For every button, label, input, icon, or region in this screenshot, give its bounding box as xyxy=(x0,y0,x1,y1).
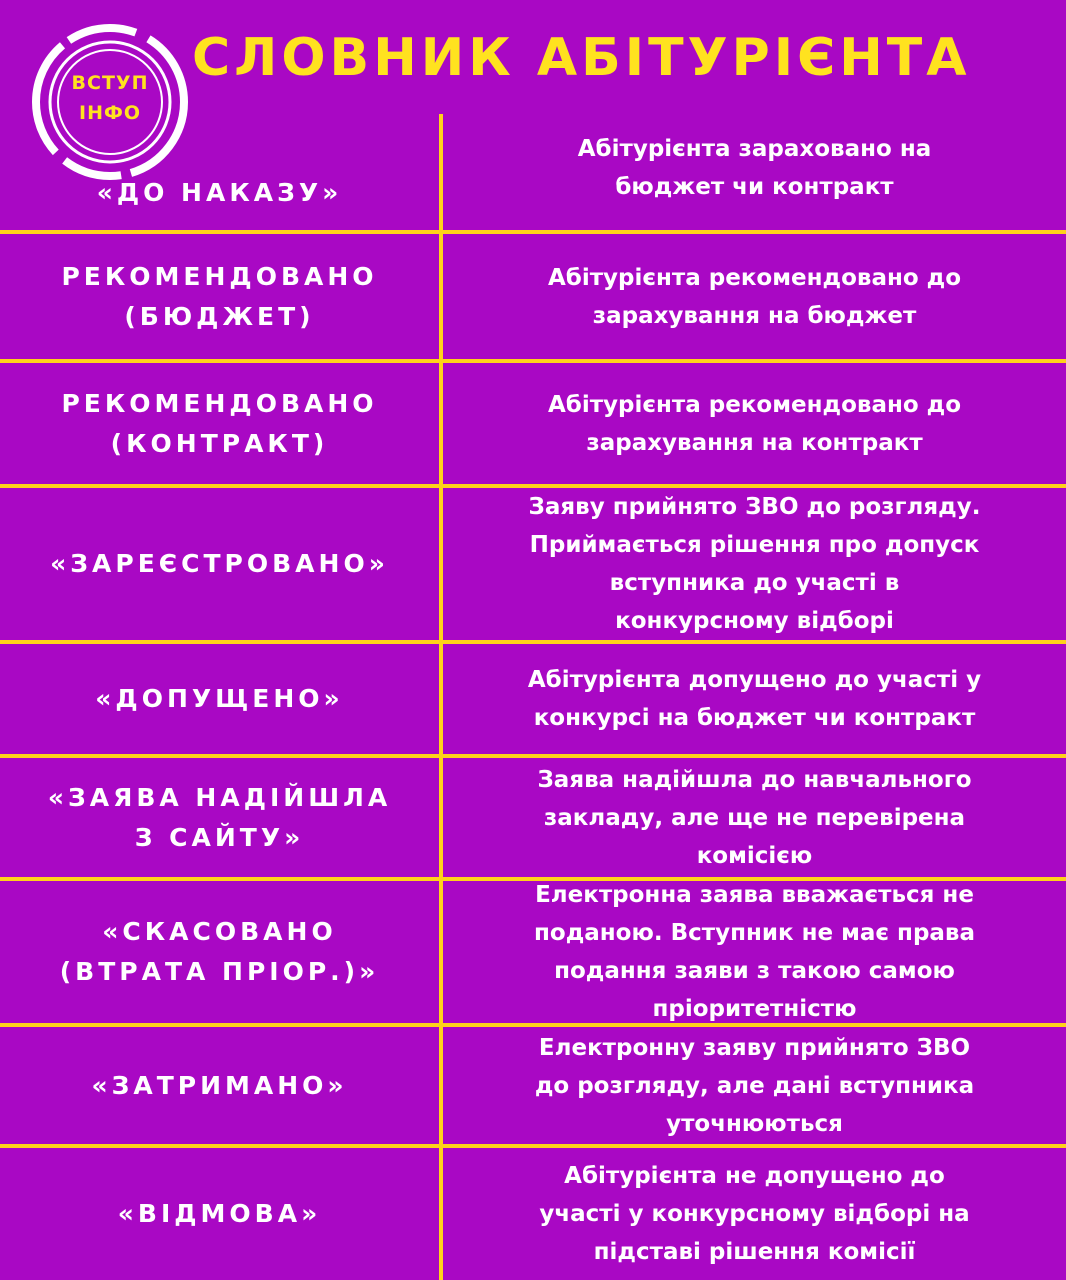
definition-cell xyxy=(443,363,1066,484)
table-row xyxy=(0,488,1066,640)
term-text: «ЗАЯВА НАДІЙШЛА З САЙТУ» xyxy=(47,782,392,852)
term-cell xyxy=(0,881,439,1023)
term-text: «ЗАТРИМАНО» xyxy=(91,1070,348,1100)
term-cell xyxy=(0,758,439,877)
definition-cell xyxy=(443,488,1066,640)
table-row xyxy=(0,1027,1066,1144)
definition-cell xyxy=(443,644,1066,754)
term-cell xyxy=(0,1148,439,1280)
term-cell xyxy=(0,234,439,359)
term-cell xyxy=(0,363,439,484)
table-row xyxy=(0,758,1066,877)
logo-line-1: ВСТУП xyxy=(71,72,149,94)
term-cell xyxy=(0,488,439,640)
term-text: «СКАСОВАНО (ВТРАТА ПРІОР.)» xyxy=(59,917,380,986)
definition-cell xyxy=(443,114,1066,230)
definition-text: Заяву прийнято ЗВО до розгляду. Приймається рішення про допуск вступника до участі в конкурсному відборі xyxy=(528,494,981,634)
table-row xyxy=(0,234,1066,359)
definition-cell xyxy=(443,881,1066,1023)
definition-cell xyxy=(443,758,1066,877)
definition-cell xyxy=(443,1148,1066,1280)
table-row xyxy=(0,363,1066,484)
definition-text: Електронна заява вважається не поданою. Вступник не має права подання заяви з такою самою пріоритетністю xyxy=(534,882,975,1022)
term-text: «ВІДМОВА» xyxy=(117,1199,322,1228)
term-text: «ДО НАКАЗУ» xyxy=(96,178,343,207)
definition-cell xyxy=(443,1027,1066,1144)
logo-line-2: ІНФО xyxy=(79,102,141,124)
definition-text: Абітурієнта допущено до участі у конкурсі на бюджет чи контракт xyxy=(527,667,982,731)
definition-text: Абітурієнта зараховано на бюджет чи контракт xyxy=(577,136,932,200)
term-cell xyxy=(0,114,439,230)
term-text: РЕКОМЕНДОВАНО (БЮДЖЕТ) xyxy=(61,261,378,331)
page-title: СЛОВНИК АБІТУРІЄНТА xyxy=(192,28,971,88)
definition-text: Заява надійшла до навчального закладу, але ще не перевірена комісією xyxy=(537,766,972,869)
definition-text: Абітурієнта рекомендовано до зарахування на бюджет xyxy=(547,264,962,329)
table-row xyxy=(0,114,1066,230)
definition-text: Електронну заяву прийнято ЗВО до розгляду, але дані вступника уточнюються xyxy=(534,1034,975,1137)
term-text: РЕКОМЕНДОВАНО (КОНТРАКТ) xyxy=(61,388,378,458)
term-text: «ДОПУЩЕНО» xyxy=(95,684,344,713)
term-cell xyxy=(0,644,439,754)
definition-cell xyxy=(443,234,1066,359)
table-row xyxy=(0,1148,1066,1280)
table-row xyxy=(0,881,1066,1023)
term-cell xyxy=(0,1027,439,1144)
definition-text: Абітурієнта рекомендовано до зарахування на контракт xyxy=(547,391,962,456)
term-text: «ЗАРЕЄСТРОВАНО» xyxy=(50,549,389,578)
definition-text: Абітурієнта не допущено до участі у конкурсному відборі на підставі рішення комісії xyxy=(539,1163,970,1265)
table-row xyxy=(0,644,1066,754)
